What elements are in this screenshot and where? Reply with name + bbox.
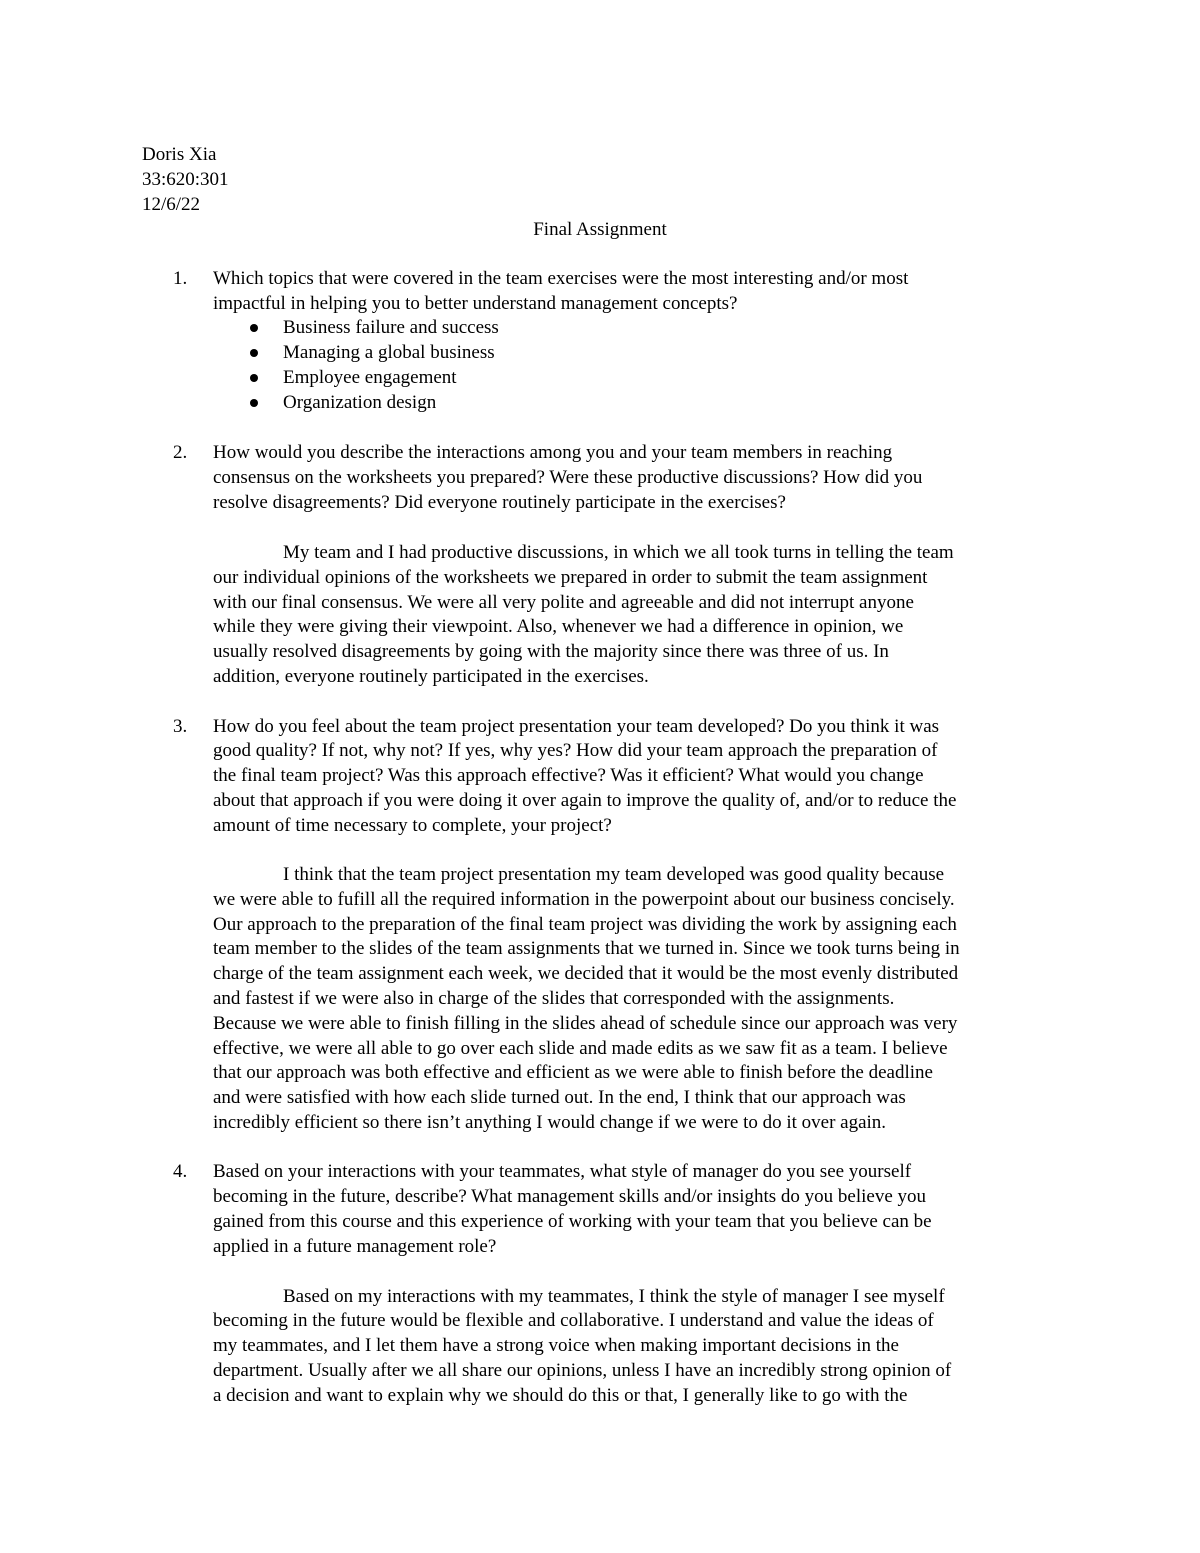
answer-line: effective, we were all able to go over each slide and made edits as we saw fit as a team. I believe [213,1038,948,1059]
answer-line: usually resolved disagreements by going with the majority since there was three of us. In [213,641,889,662]
question-line: applied in a future management role? [213,1236,497,1257]
answer-line: our individual opinions of the worksheets we prepared in order to submit the team assignment [213,567,928,588]
course-number: 33:620:301 [142,169,229,190]
answer-line: while they were giving their viewpoint. Also, whenever we had a difference in opinion, we [213,616,904,637]
answer-line: incredibly efficient so there isn’t anything I would change if we were to do it over again. [213,1112,887,1133]
author-name: Doris Xia [142,144,217,165]
document-date: 12/6/22 [142,194,201,215]
bullet-item: Organization design [283,392,437,413]
answer-line: Our approach to the preparation of the final team project was dividing the work by assigning each [213,914,957,935]
question-line: becoming in the future, describe? What management skills and/or insights do you believe you [213,1186,927,1207]
question-line: Which topics that were covered in the team exercises were the most interesting and/or most [213,268,909,289]
question-number: 2. [173,442,188,463]
question-line: consensus on the worksheets you prepared? Were these productive discussions? How did you [213,467,923,488]
answer-line: charge of the team assignment each week, we decided that it would be the most evenly distributed [213,963,959,984]
document-title: Final Assignment [533,219,667,240]
bullet-icon [250,374,258,382]
question-line: amount of time necessary to complete, your project? [213,815,612,836]
answer-line: and fastest if we were also in charge of the slides that corresponded with the assignments. [213,988,895,1009]
question-line: good quality? If not, why not? If yes, why yes? How did your team approach the preparation of [213,740,938,761]
question-number: 3. [173,716,188,737]
answer-line: we were able to fufill all the required information in the powerpoint about our business concisely. [213,889,955,910]
answer-line: with our final consensus. We were all very polite and agreeable and did not interrupt anyone [213,592,914,613]
bullet-icon [250,324,258,332]
question-line: Based on your interactions with your teammates, what style of manager do you see yourself [213,1161,912,1182]
question-line: How do you feel about the team project presentation your team developed? Do you think it was [213,716,940,737]
question-number: 1. [173,268,188,289]
bullet-icon [250,349,258,357]
question-line: about that approach if you were doing it over again to improve the quality of, and/or to reduce the [213,790,957,811]
question-line: How would you describe the interactions among you and your team members in reaching [213,442,893,463]
bullet-icon [250,399,258,407]
answer-line: Based on my interactions with my teammates, I think the style of manager I see myself [283,1286,945,1307]
answer-line: and were satisfied with how each slide turned out. In the end, I think that our approach was [213,1087,906,1108]
question-line: resolve disagreements? Did everyone routinely participate in the exercises? [213,492,786,513]
answer-line: department. Usually after we all share our opinions, unless I have an incredibly strong opinion of [213,1360,952,1381]
answer-line: addition, everyone routinely participated in the exercises. [213,666,649,687]
answer-line: My team and I had productive discussions, in which we all took turns in telling the team [283,542,954,563]
bullet-item: Employee engagement [283,367,457,388]
answer-line: Because we were able to finish filling in the slides ahead of schedule since our approach was very [213,1013,958,1034]
answer-line: team member to the slides of the team assignments that we turned in. Since we took turns being in [213,938,960,959]
answer-line: becoming in the future would be flexible and collaborative. I understand and value the ideas of [213,1310,934,1331]
answer-line: a decision and want to explain why we should do this or that, I generally like to go with the [213,1385,908,1406]
answer-line: I think that the team project presentation my team developed was good quality because [283,864,945,885]
question-line: gained from this course and this experience of working with your team that you believe can be [213,1211,932,1232]
question-line: the final team project? Was this approach effective? Was it efficient? What would you change [213,765,924,786]
bullet-item: Business failure and success [283,317,499,338]
answer-line: that our approach was both effective and efficient as we were able to finish before the deadline [213,1062,933,1083]
question-number: 4. [173,1161,188,1182]
bullet-item: Managing a global business [283,342,495,363]
question-line: impactful in helping you to better understand management concepts? [213,293,738,314]
answer-line: my teammates, and I let them have a strong voice when making important decisions in the [213,1335,899,1356]
